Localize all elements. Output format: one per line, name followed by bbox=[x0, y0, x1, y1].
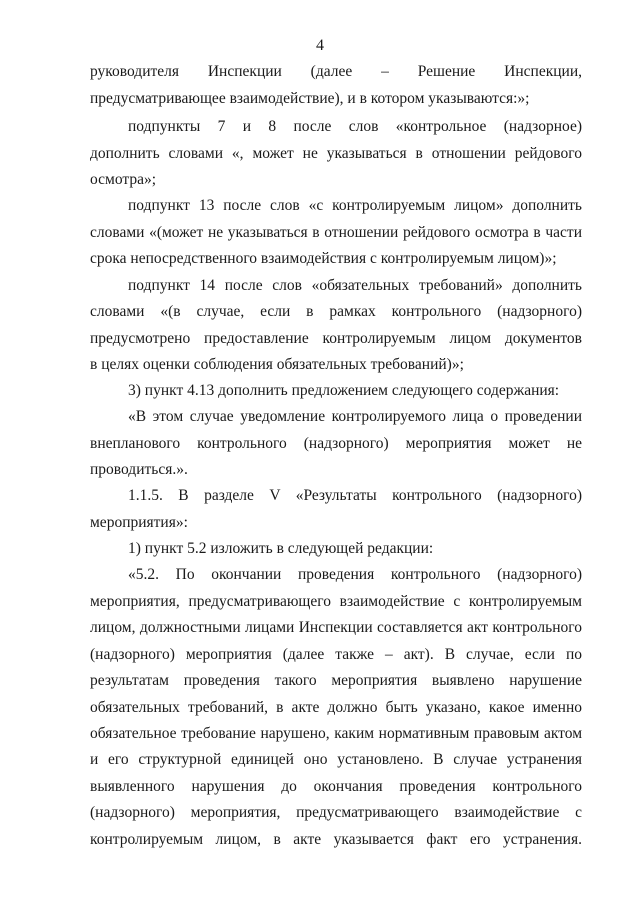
text-line: лицом, должностными лицами Инспекции составляется акт контрольного bbox=[90, 619, 582, 636]
text-line: «В этом случае уведомление контролируемого лица о проведении bbox=[128, 408, 582, 425]
text-line: подпункты 7 и 8 после слов «контрольное (надзорное) bbox=[128, 118, 582, 135]
text-line: обязательных требований, в акте должно быть указано, какое именно bbox=[90, 699, 582, 716]
text-line: в целях оценки соблюдения обязательных требований)»; bbox=[90, 356, 464, 373]
text-line: 1) пункт 5.2 изложить в следующей редакции: bbox=[128, 540, 434, 557]
text-line: предусмотрено предоставление контролируемым лицом документов bbox=[90, 330, 582, 347]
text-line: осмотра»; bbox=[90, 171, 157, 188]
text-line: «5.2. По окончании проведения контрольного (надзорного) bbox=[128, 566, 582, 583]
text-line: мероприятия, предусматривающего взаимодействие с контролируемым bbox=[90, 593, 582, 610]
text-line: 3) пункт 4.13 дополнить предложением следующего содержания: bbox=[128, 382, 560, 399]
text-line: дополнить словами «, может не указываться в отношении рейдового bbox=[90, 145, 582, 162]
text-line: срока непосредственного взаимодействия с контролируемым лицом)»; bbox=[90, 250, 557, 267]
text-line: подпункт 14 после слов «обязательных требований» дополнить bbox=[128, 277, 582, 294]
text-line: проводиться.». bbox=[90, 461, 188, 478]
text-line: внепланового контрольного (надзорного) мероприятия может не bbox=[90, 435, 582, 452]
text-line: обязательное требование нарушено, каким нормативным правовым актом bbox=[90, 725, 582, 742]
text-line: 1.1.5. В разделе V «Результаты контрольного (надзорного) bbox=[128, 487, 582, 504]
text-line: и его структурной единицей оно установлено. В случае устранения bbox=[90, 751, 582, 768]
page-number: 4 bbox=[316, 37, 324, 54]
text-line: мероприятия»: bbox=[90, 514, 188, 531]
text-line: выявленного нарушения до окончания проведения контрольного bbox=[90, 778, 582, 795]
text-line: контролируемым лицом, в акте указывается факт его устранения. bbox=[90, 831, 582, 848]
text-line: словами «(в случае, если в рамках контрольного (надзорного) bbox=[90, 303, 582, 320]
text-line: результатам проведения такого мероприятия выявлено нарушение bbox=[90, 672, 582, 689]
text-line: (надзорного) мероприятия, предусматривающего взаимодействие с bbox=[90, 804, 582, 821]
text-line: подпункт 13 после слов «с контролируемым лицом» дополнить bbox=[128, 197, 582, 214]
text-line: руководителя Инспекции (далее – Решение Инспекции, bbox=[90, 63, 582, 80]
text-line: (надзорного) мероприятия (далее также – акт). В случае, если по bbox=[90, 646, 582, 663]
text-line: словами «(может не указываться в отношении рейдового осмотра в части bbox=[90, 224, 582, 241]
text-line: предусматривающее взаимодействие), и в котором указываются:»; bbox=[90, 90, 530, 107]
